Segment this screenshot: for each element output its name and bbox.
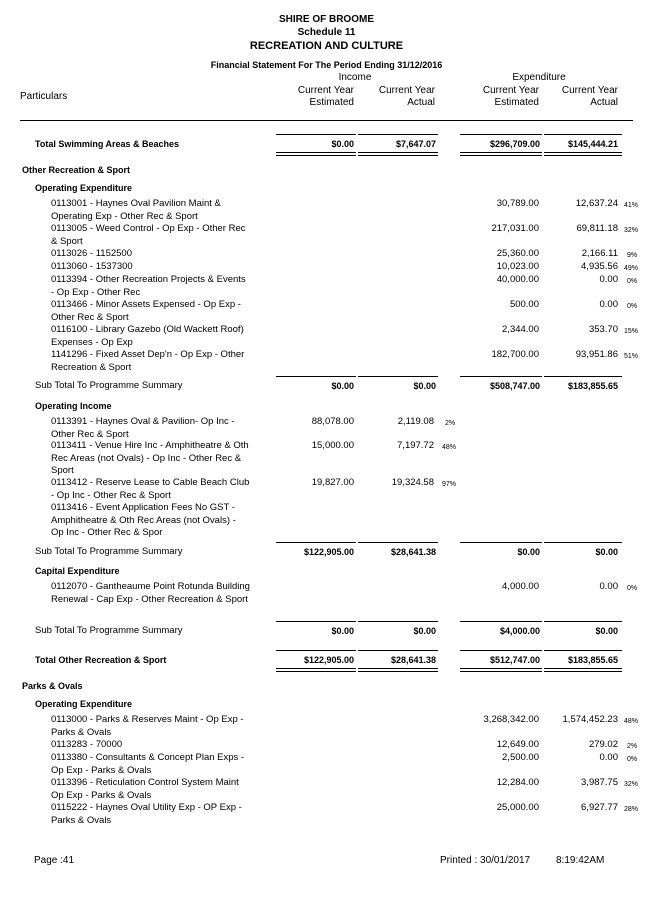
subtotal-exp-est: $4,000.00: [499, 626, 540, 636]
subsection-operating-expenditure: Operating Expenditure: [35, 183, 133, 193]
rule: [276, 542, 356, 543]
income-group-header: Income: [338, 72, 372, 83]
subtotal-inc-est: $0.00: [331, 381, 354, 391]
printed-date: Printed : 30/01/2017: [440, 855, 531, 866]
total-swimming-inc-act: $7,647.07: [395, 139, 436, 149]
list-item: [0, 416, 653, 441]
list-item: [0, 261, 653, 274]
subtotal-inc-est: $0.00: [331, 626, 354, 636]
item-inc-est: 15,000.00: [311, 440, 354, 451]
item-description: 1141296 - Fixed Asset Dep'n - Op Exp - Other Recreation & Sport: [51, 349, 245, 373]
item-exp-act: 4,935.56: [581, 261, 618, 272]
list-item: [0, 477, 653, 502]
subtotal-exp-est: $0.00: [517, 547, 540, 557]
rule: [460, 650, 542, 651]
list-item: [0, 324, 653, 349]
list-item: [0, 349, 653, 374]
rule: [460, 134, 542, 135]
item-percent: 48%: [442, 444, 457, 451]
item-percent: 32%: [624, 227, 639, 234]
item-description: 0113466 - Minor Assets Expensed - Op Exp - Other Rec & Sport: [51, 299, 241, 323]
list-item: [0, 502, 653, 539]
rule: [544, 650, 622, 651]
double-rule: [276, 668, 356, 672]
item-percent: 2%: [627, 743, 638, 750]
item-description: 0113396 - Reticulation Control System Maint Op Exp - Parks & Ovals: [51, 777, 239, 801]
list-item: [0, 223, 653, 248]
item-inc-act: 19,324.58: [391, 477, 434, 488]
item-percent: 0%: [627, 585, 638, 592]
expenditure-actual-header: Current Year Actual: [561, 85, 618, 108]
item-description: 0113394 - Other Recreation Projects & Events - Op Exp - Other Rec: [51, 274, 246, 298]
list-item: [0, 752, 653, 777]
subtotal-exp-act: $0.00: [595, 626, 618, 636]
schedule-label: Schedule 11: [297, 27, 356, 38]
subsection-capital-expenditure: Capital Expenditure: [35, 566, 120, 576]
subtotal-exp-est: $508,747.00: [489, 381, 540, 391]
list-item: [0, 739, 653, 752]
item-exp-est: 40,000.00: [496, 274, 539, 285]
item-percent: 97%: [442, 481, 457, 488]
list-item: [0, 440, 653, 477]
item-exp-act: 279.02: [588, 739, 618, 750]
subtotal-label: Sub Total To Programme Summary: [35, 380, 183, 391]
rule: [276, 650, 356, 651]
total-other-exp-est: $512,747.00: [489, 655, 540, 665]
item-description: 0113060 - 1537300: [51, 261, 133, 272]
section-other-recreation: Other Recreation & Sport: [22, 165, 131, 175]
income-estimated-header: Current Year Estimated: [297, 85, 354, 108]
item-description: 0113000 - Parks & Reserves Maint - Op Exp - Parks & Ovals: [51, 714, 244, 738]
item-percent: 51%: [624, 353, 639, 360]
rule: [544, 376, 622, 377]
item-description: 0116100 - Library Gazebo (Old Wackett Roof) Expenses - Op Exp: [51, 324, 244, 348]
item-percent: 0%: [627, 303, 638, 310]
item-description: 0113283 - 70000: [51, 739, 123, 750]
item-percent: 48%: [624, 718, 639, 725]
rule: [276, 621, 356, 622]
item-exp-est: 4,000.00: [502, 581, 539, 592]
subtotal-label: Sub Total To Programme Summary: [35, 546, 183, 557]
subtotal-inc-act: $0.00: [413, 381, 436, 391]
item-exp-act: 0.00: [599, 274, 618, 285]
rule: [358, 134, 438, 135]
total-swimming-exp-est: $296,709.00: [489, 139, 540, 149]
subtotal-exp-act: $0.00: [595, 547, 618, 557]
list-item: [0, 248, 653, 261]
item-percent: 41%: [624, 202, 639, 209]
double-rule: [460, 152, 542, 156]
item-exp-act: 0.00: [599, 752, 618, 763]
item-description: 0113380 - Consultants & Concept Plan Exps - Op Exp - Parks & Ovals: [51, 752, 245, 776]
rule: [544, 542, 622, 543]
list-item: [0, 777, 653, 802]
item-description: 0113412 - Reserve Lease to Cable Beach Club - Op Inc - Other Rec & Sport: [51, 477, 250, 501]
item-percent: 28%: [624, 806, 639, 813]
rule: [460, 621, 542, 622]
list-item: [0, 714, 653, 739]
section-parks-ovals: Parks & Ovals: [22, 681, 83, 691]
org-name: SHIRE OF BROOME: [278, 14, 374, 25]
expenditure-estimated-header: Current Year Estimated: [482, 85, 539, 108]
item-exp-est: 30,789.00: [496, 198, 539, 209]
expenditure-group-header: Expenditure: [512, 72, 566, 83]
program-title: RECREATION AND CULTURE: [249, 40, 404, 52]
item-description: 0113391 - Haynes Oval & Pavilion- Op Inc - Other Rec & Sport: [51, 416, 235, 440]
total-other-label: Total Other Recreation & Sport: [35, 655, 167, 665]
item-percent: 0%: [627, 278, 638, 285]
item-exp-est: 12,284.00: [496, 777, 539, 788]
rule: [544, 134, 622, 135]
rule: [358, 542, 438, 543]
list-item: [0, 581, 653, 618]
item-inc-est: 19,827.00: [311, 477, 354, 488]
item-percent: 0%: [627, 756, 638, 763]
subtotal-inc-act: $28,641.38: [390, 547, 436, 557]
double-rule: [544, 152, 622, 156]
subsection-operating-income: Operating Income: [35, 401, 112, 411]
subsection-operating-expenditure: Operating Expenditure: [35, 699, 133, 709]
item-exp-est: 10,023.00: [496, 261, 539, 272]
item-exp-act: 1,574,452.23: [562, 714, 618, 725]
period-title: Financial Statement For The Period Ending 31/12/2016: [210, 60, 443, 70]
subtotal-inc-act: $0.00: [413, 626, 436, 636]
item-percent: 32%: [624, 781, 639, 788]
item-description: 0113001 - Haynes Oval Pavilion Maint & Operating Exp - Other Rec & Sport: [51, 198, 221, 222]
item-percent: 2%: [445, 420, 456, 427]
subtotal-inc-est: $122,905.00: [303, 547, 354, 557]
item-description: 0113026 - 1152500: [51, 248, 133, 259]
item-exp-est: 25,000.00: [496, 802, 539, 813]
item-description: 0113416 - Event Application Fees No GST - Amphitheatre & Oth Rec Areas (not Ovals) - Op Inc - Other Rec & Spor: [51, 502, 236, 539]
item-inc-act: 2,119.08: [397, 416, 434, 427]
subtotal-exp-act: $183,855.65: [567, 381, 618, 391]
rule: [544, 621, 622, 622]
header-rule: [20, 120, 633, 121]
item-exp-act: 6,927.77: [581, 802, 618, 813]
item-exp-act: 0.00: [599, 581, 618, 592]
total-swimming-exp-act: $145,444.21: [567, 139, 618, 149]
item-exp-act: 93,951.86: [575, 349, 618, 360]
item-description: 0115222 - Haynes Oval Utility Exp - OP Exp - Parks & Ovals: [51, 802, 242, 826]
item-inc-est: 88,078.00: [311, 416, 354, 427]
item-exp-act: 12,637.24: [575, 198, 618, 209]
item-exp-est: 3,268,342.00: [483, 714, 539, 725]
printed-time: 8:19:42AM: [556, 855, 605, 866]
item-inc-act: 7,197.72: [397, 440, 434, 451]
income-actual-header: Current Year Actual: [378, 85, 435, 108]
double-rule: [276, 152, 356, 156]
double-rule: [358, 668, 438, 672]
item-exp-est: 25,360.00: [496, 248, 539, 259]
item-percent: 15%: [624, 328, 639, 335]
total-other-exp-act: $183,855.65: [567, 655, 618, 665]
page-number: Page :41: [34, 855, 75, 866]
total-other-inc-act: $28,641.38: [390, 655, 436, 665]
rule: [276, 134, 356, 135]
item-exp-est: 2,344.00: [502, 324, 539, 335]
total-swimming-inc-est: $0.00: [331, 139, 354, 149]
item-exp-act: 69,811.18: [576, 223, 618, 234]
rule: [358, 621, 438, 622]
rule: [358, 650, 438, 651]
subtotal-label: Sub Total To Programme Summary: [35, 625, 183, 636]
rule: [358, 376, 438, 377]
item-exp-act: 0.00: [599, 299, 618, 310]
item-exp-act: 353.70: [588, 324, 618, 335]
rule: [460, 542, 542, 543]
total-swimming-label: Total Swimming Areas & Beaches: [35, 139, 180, 149]
particulars-header: Particulars: [20, 91, 68, 102]
list-item: [0, 198, 653, 223]
item-percent: 49%: [624, 265, 639, 272]
double-rule: [460, 668, 542, 672]
item-description: 0113411 - Venue Hire Inc - Amphitheatre & Oth Rec Areas (not Ovals) - Op Inc - Other Rec & Sport: [51, 440, 249, 477]
double-rule: [358, 152, 438, 156]
item-percent: 9%: [627, 252, 638, 259]
list-item: [0, 802, 653, 827]
item-exp-est: 182,700.00: [491, 349, 539, 360]
item-exp-est: 217,031.00: [491, 223, 539, 234]
item-description: 0112070 - Gantheaume Point Rotunda Building Renewal - Cap Exp - Other Recreation & Sport: [51, 581, 250, 605]
rule: [460, 376, 542, 377]
double-rule: [544, 668, 622, 672]
item-exp-act: 2,166.11: [581, 248, 618, 259]
total-other-inc-est: $122,905.00: [303, 655, 354, 665]
list-item: [0, 299, 653, 324]
item-exp-est: 2,500.00: [502, 752, 539, 763]
item-exp-est: 12,649.00: [496, 739, 539, 750]
list-item: [0, 274, 653, 299]
item-description: 0113005 - Weed Control - Op Exp - Other Rec & Sport: [51, 223, 246, 247]
item-exp-act: 3,987.75: [581, 777, 618, 788]
item-exp-est: 500.00: [509, 299, 539, 310]
rule: [276, 376, 356, 377]
